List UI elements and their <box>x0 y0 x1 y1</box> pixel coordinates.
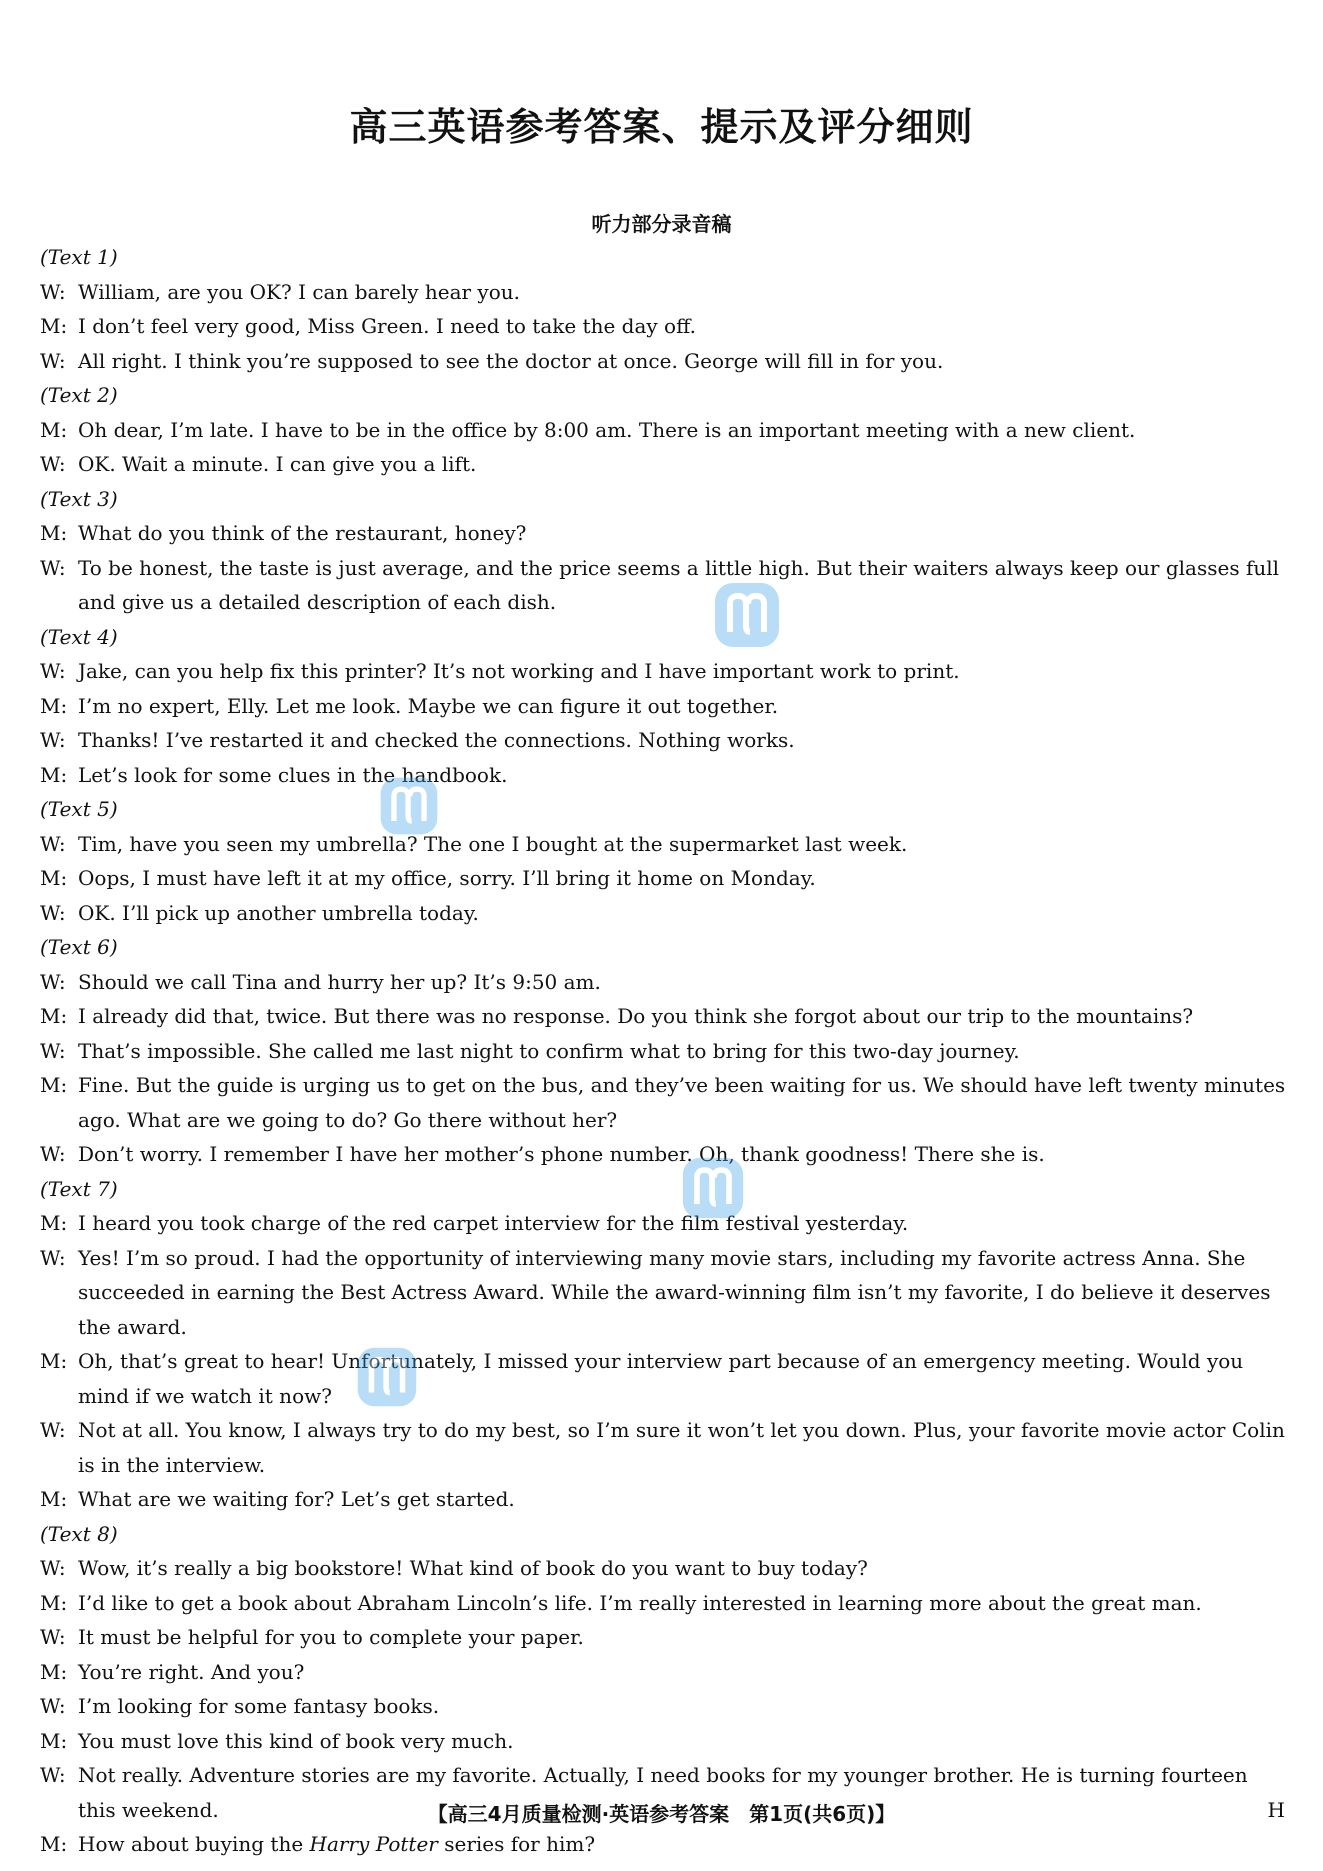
dialogue-text: I’d like to get a book about Abraham Lincoln’s life. I’m really interested in learning more about the great man. <box>78 1590 1202 1615</box>
dialogue-text: Not really. Adventure stories are my favorite. Actually, I need books for my younger brother. He is turning fourteen this weekend. <box>78 1763 1248 1822</box>
dialogue-text: Not at all. You know, I always try to do my best, so I’m sure it won’t let you down. Plus, your favorite movie actor Colin is in the interview. <box>78 1418 1285 1477</box>
dialogue-text: I already did that, twice. But there was no response. Do you think she forgot about our trip to the mountains? <box>78 1004 1194 1028</box>
dialogue-line <box>40 309 1290 344</box>
dialogue-text: I’m looking for some fantasy books. <box>78 1694 440 1718</box>
speaker-label: M: <box>40 1659 68 1684</box>
dialogue-line <box>40 896 1290 931</box>
section-subtitle: 听力部分录音稿 <box>591 212 732 236</box>
dialogue-line <box>40 1241 1290 1345</box>
dialogue-line <box>40 1206 1290 1241</box>
dialogue-line <box>40 758 1290 793</box>
speaker-label: M: <box>40 762 68 787</box>
speaker-label: M: <box>40 314 68 338</box>
dialogue-text: You’re right. And you? <box>78 1659 305 1684</box>
dialogue-text: Yes! I’m so proud. I had the opportunity of interviewing many movie stars, including my favorite actress Anna. She succeeded in earning the Best Actress Award. While the award-winning film isn’t my favorite, I do believe it deserves the award. <box>78 1245 1271 1339</box>
speaker-label: M: <box>40 693 68 718</box>
dialogue-text: How about buying the Harry Potter series for him? <box>78 1832 596 1856</box>
speaker-label: M: <box>40 1487 68 1511</box>
dialogue-line <box>40 1344 1290 1413</box>
speaker-label: W: <box>40 728 66 752</box>
dialogue-text: Let’s look for some clues in the handbook. <box>78 762 508 787</box>
dialogue-text: That’s impossible. She called me last night to confirm what to bring for this two-day journey. <box>78 1038 1020 1063</box>
text-heading: (Text 4) <box>40 624 118 649</box>
text-heading: (Text 8) <box>40 1521 118 1546</box>
dialogue-line <box>40 1068 1290 1137</box>
book-title: Harry Potter <box>309 1832 438 1856</box>
speaker-label: W: <box>40 969 66 994</box>
dialogue-text: It must be helpful for you to complete your paper. <box>78 1625 584 1649</box>
dialogue-line <box>40 1586 1290 1621</box>
speaker-label: W: <box>40 279 66 304</box>
dialogue-line <box>40 1724 1290 1759</box>
dialogue-line <box>40 654 1290 689</box>
speaker-label: M: <box>40 521 68 545</box>
speaker-label: W: <box>40 1694 66 1718</box>
speaker-label: M: <box>40 417 68 442</box>
page-title: 高三英语参考答案、提示及评分细则 <box>349 105 974 149</box>
speaker-label: M: <box>40 1004 68 1028</box>
dialogue-line <box>40 1620 1290 1655</box>
dialogue-line <box>40 413 1290 448</box>
dialogue-text: OK. Wait a minute. I can give you a lift. <box>78 452 477 476</box>
dialogue-text: Should we call Tina and hurry her up? It’s 9:50 am. <box>78 969 601 994</box>
speaker-label: W: <box>40 348 66 373</box>
dialogue-line <box>40 275 1290 310</box>
dialogue-line <box>40 516 1290 551</box>
speaker-label: W: <box>40 1418 66 1442</box>
page-footer: 【高三4月质量检测·英语参考答案 第1页(共6页)】 <box>427 1802 896 1826</box>
transcript-body <box>40 240 1290 1862</box>
dialogue-line <box>40 1137 1290 1172</box>
dialogue-line <box>40 965 1290 1000</box>
dialogue-line <box>40 551 1290 620</box>
speaker-label: W: <box>40 555 66 580</box>
dialogue-text: You must love this kind of book very much. <box>78 1728 514 1753</box>
dialogue-text: I’m no expert, Elly. Let me look. Maybe we can figure it out together. <box>78 693 779 718</box>
speaker-label: W: <box>40 1038 66 1063</box>
speaker-label: M: <box>40 1832 68 1856</box>
dialogue-text: Don’t worry. I remember I have her mother’s phone number. Oh, thank goodness! There she is. <box>78 1142 1045 1166</box>
speaker-label: M: <box>40 1590 68 1615</box>
dialogue-text: Oh dear, I’m late. I have to be in the office by 8:00 am. There is an important meeting with a new client. <box>78 417 1136 442</box>
dialogue-line <box>40 1034 1290 1069</box>
dialogue-text: Tim, have you seen my umbrella? The one I bought at the supermarket last week. <box>78 831 908 856</box>
dialogue-line <box>40 344 1290 379</box>
dialogue-line <box>40 1413 1290 1482</box>
speaker-label: W: <box>40 1625 66 1649</box>
dialogue-text: I don’t feel very good, Miss Green. I need to take the day off. <box>78 314 696 338</box>
text-heading: (Text 7) <box>40 1176 118 1201</box>
text-heading: (Text 2) <box>40 383 118 407</box>
dialogue-text: Oh, that’s great to hear! Unfortunately, I missed your interview part because of an emergency meeting. Would you mind if we watch it now? <box>78 1349 1244 1408</box>
dialogue-line <box>40 1482 1290 1517</box>
footer-code: H <box>1267 1798 1285 1822</box>
text-heading: (Text 1) <box>40 245 118 269</box>
dialogue-text: OK. I’ll pick up another umbrella today. <box>78 900 479 925</box>
speaker-label: W: <box>40 452 66 476</box>
dialogue-text: Thanks! I’ve restarted it and checked the connections. Nothing works. <box>78 728 795 752</box>
dialogue-text: Fine. But the guide is urging us to get on the bus, and they’ve been waiting for us. We should have left twenty minutes ago. What are we going to do? Go there without her? <box>78 1073 1286 1132</box>
speaker-label: M: <box>40 1073 68 1097</box>
text-heading: (Text 3) <box>40 486 118 511</box>
dialogue-line <box>40 1551 1290 1586</box>
dialogue-line <box>40 723 1290 758</box>
dialogue-line <box>40 827 1290 862</box>
dialogue-text: Jake, can you help fix this printer? It’s not working and I have important work to print. <box>78 659 960 683</box>
dialogue-line <box>40 1655 1290 1690</box>
dialogue-line <box>40 447 1290 482</box>
speaker-label: M: <box>40 866 68 890</box>
dialogue-line <box>40 689 1290 724</box>
speaker-label: W: <box>40 1556 66 1580</box>
speaker-label: W: <box>40 1245 66 1270</box>
speaker-label: W: <box>40 1763 66 1787</box>
dialogue-text: All right. I think you’re supposed to see the doctor at once. George will fill in for you. <box>78 348 944 373</box>
dialogue-line <box>40 999 1290 1034</box>
dialogue-text: William, are you OK? I can barely hear you. <box>78 279 521 304</box>
dialogue-text: What are we waiting for? Let’s get started. <box>78 1487 515 1511</box>
speaker-label: M: <box>40 1349 68 1373</box>
dialogue-line <box>40 1689 1290 1724</box>
speaker-label: W: <box>40 831 66 856</box>
dialogue-text: Oops, I must have left it at my office, sorry. I’ll bring it home on Monday. <box>78 866 816 890</box>
dialogue-text: What do you think of the restaurant, honey? <box>78 521 527 545</box>
speaker-label: W: <box>40 659 66 683</box>
speaker-label: M: <box>40 1211 68 1235</box>
text-heading: (Text 6) <box>40 935 118 959</box>
dialogue-text: Wow, it’s really a big bookstore! What kind of book do you want to buy today? <box>78 1556 868 1580</box>
speaker-label: W: <box>40 1142 66 1166</box>
dialogue-text: To be honest, the taste is just average, and the price seems a little high. But their waiters always keep our glasses full and give us a detailed description of each dish. <box>78 555 1280 614</box>
dialogue-line <box>40 861 1290 896</box>
speaker-label: W: <box>40 900 66 925</box>
dialogue-line <box>40 1827 1290 1862</box>
speaker-label: M: <box>40 1728 68 1753</box>
text-heading: (Text 5) <box>40 797 118 821</box>
dialogue-text: I heard you took charge of the red carpet interview for the film festival yesterday. <box>78 1211 909 1235</box>
